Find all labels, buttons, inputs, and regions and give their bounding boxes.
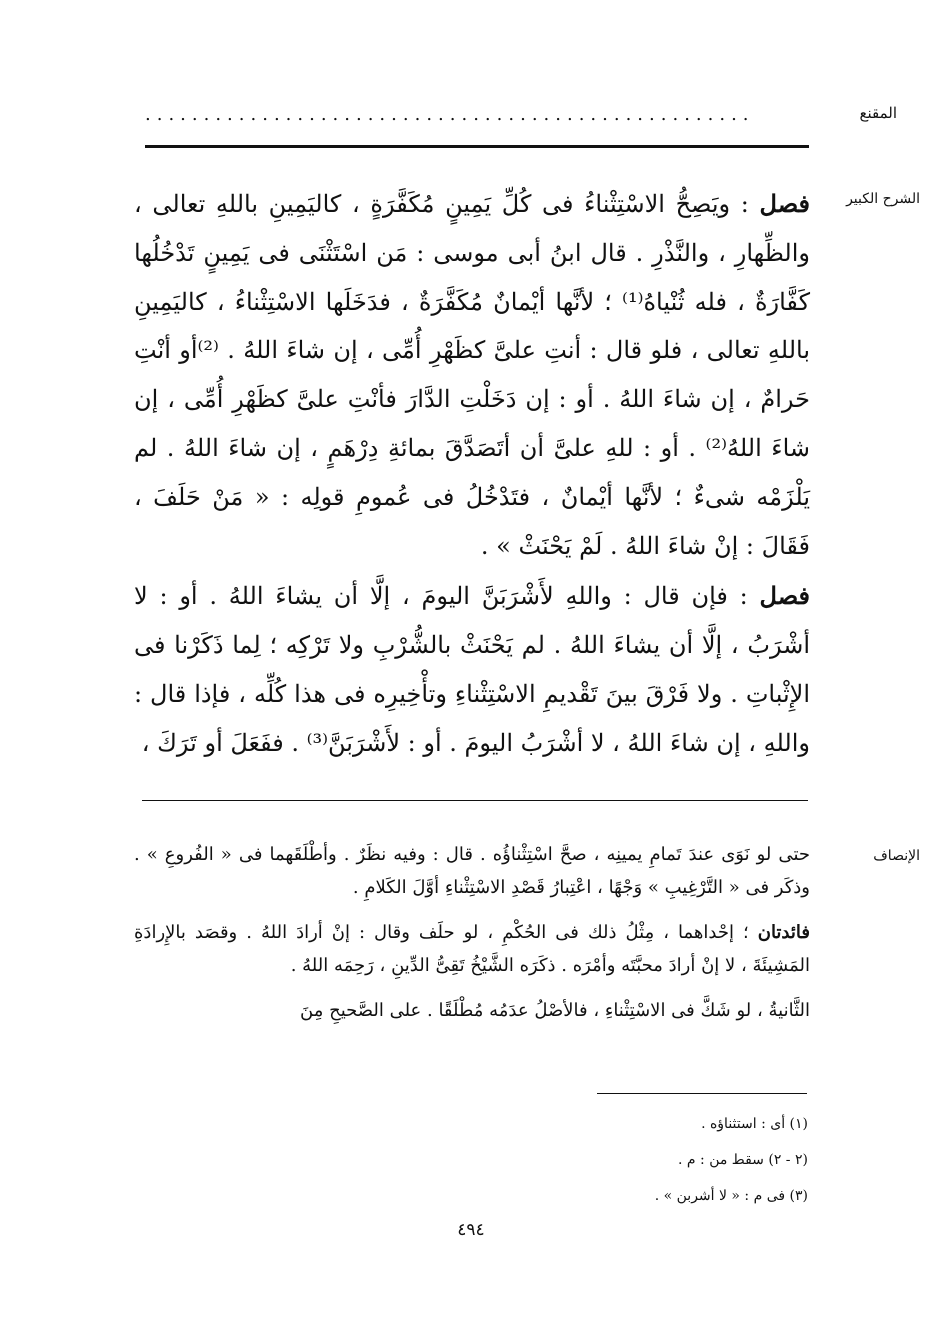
main-paragraph-2: [134, 572, 810, 767]
page-number: ٤٩٤: [457, 1220, 485, 1240]
footnote-2: (٢ - ٢) سقط من : م .: [678, 1152, 808, 1168]
margin-label-insaf: الإنصاف: [873, 848, 920, 864]
footnote-rule: [597, 1093, 807, 1094]
insaf-paragraph-1: حتى لو نَوَى عندَ تَمامِ يمينِه ، صحَّ اسْتِثْناؤُه . قال : وفيه نظَرٌ . وأطْلَقَهما فى « الفُروعِ » . وذكَر فى « التَّرْغِيبِ » وَجْهًا ، اعْتِبارُ قَصْدِ الاسْتِثْناءِ أوَّلَ الكَلامِ .: [134, 844, 810, 898]
section-divider-rule: [142, 800, 808, 801]
insaf-paragraph-3: الثَّانيةُ ، لو شَكَّ فى الاسْتِثْناءِ ، فالأصْلُ عدَمُه مُطْلَقًا . على الصَّحيحِ مِنَ: [300, 1000, 810, 1021]
main-paragraph-1: [134, 180, 810, 570]
footnote-3: (٣) فى م : « لا أشربن » .: [654, 1188, 808, 1204]
running-head-title: المقنع: [859, 104, 897, 122]
section-heading-fasl-1: فصل: [759, 189, 810, 218]
section-heading-fasl-2: فصل: [759, 581, 810, 611]
header-rule: [145, 145, 809, 148]
insaf-paragraph-2-text: ؛ إحْداهما ، مِثْلُ ذلك فى الحُكْمِ ، لو حلَف وقال : إنْ أرادَ اللهُ . وقصَد بالإِرادَةِ المَشِيئَةَ ، لا إنْ أرادَ محبَّتَه وأمْرَه . ذكَرَه الشَّيْخُ تَقِىُّ الدِّينِ ، رَحِمَه اللهُ .: [134, 922, 810, 976]
main-paragraph-2-text: : فإن قال : واللهِ لأَشْرَبَنَّ اليومَ ، إلَّا أن يشاءَ اللهُ . أو : لا أشْرَبُ ، إلَّا أن يشاءَ اللهُ . لم يَحْنَثْ بالشُّرْبِ ولا تَرْكِه ؛ لِما ذَكَرْنا فى الإِثْباتِ . ولا فَرْقَ بينَ تَقْديمِ الاسْتِثْناءِ وتأْخِيرِه فى هذا كُلِّه ، فإذا قال : واللهِ ، إن شاءَ اللهُ ، لا أشْرَبُ اليومَ . أو : لأَشْرَبَنَّ⁽³⁾ . ففَعَلَ أو تَرَكَ ،: [134, 582, 810, 757]
running-head: [145, 98, 897, 138]
running-head-dots: ....................................................: [145, 104, 755, 125]
footnotes: [408, 1106, 808, 1214]
insaf-paragraph-2: [134, 916, 810, 982]
margin-label-sharh: الشرح الكبير: [846, 191, 920, 207]
footnote-1: (١) أى : استثناؤه .: [701, 1116, 808, 1132]
main-paragraph-1-text: : ويَصِحُّ الاسْتِثْناءُ فى كُلِّ يَمِينٍ مُكَفَّرَةٍ ، كاليَمِينِ باللهِ تعالى ، والظِّهارِ ، والنَّذْرِ . قال ابنُ أبى موسى : مَن اسْتَثْنَى فى يَمِينٍ تَدْخُلُها كَفَّارَةٌ ، فله ثُنْياهُ⁽¹⁾ ؛ لأنَّها أيْمانٌ مُكَفَّرَةٌ ، فدَخَلَها الاسْتِثْناءُ ، كاليَمِينِ باللهِ تعالى ، فلو قال : أنتِ علىَّ كظَهْرِ أُمِّى ، إن شاءَ اللهُ . ⁽²⁾أو أنْتِ حَرامٌ ، إن شاءَ اللهُ . أو : إن دَخَلْتِ الدَّارَ فأنْتِ علىَّ كظَهْرِ أُمِّى ، إن شاءَ اللهُ⁽²⁾ . أو : للهِ علىَّ أن أتَصَدَّقَ بمائةِ دِرْهَمٍ ، إن شاءَ اللهُ . لم يَلْزَمْه شىءٌ ؛ لأنَّها أيْمانٌ ، فتَدْخُلُ فى عُمومِ قولِه : « مَنْ حَلَفَ ، فَقَالَ : إنْ شاءَ اللهُ . لَمْ يَحْنَثْ » .: [134, 190, 811, 560]
main-commentary: [134, 180, 810, 768]
section-heading-faidatan: فائدتان: [757, 922, 810, 943]
insaf-commentary: [134, 838, 810, 1027]
